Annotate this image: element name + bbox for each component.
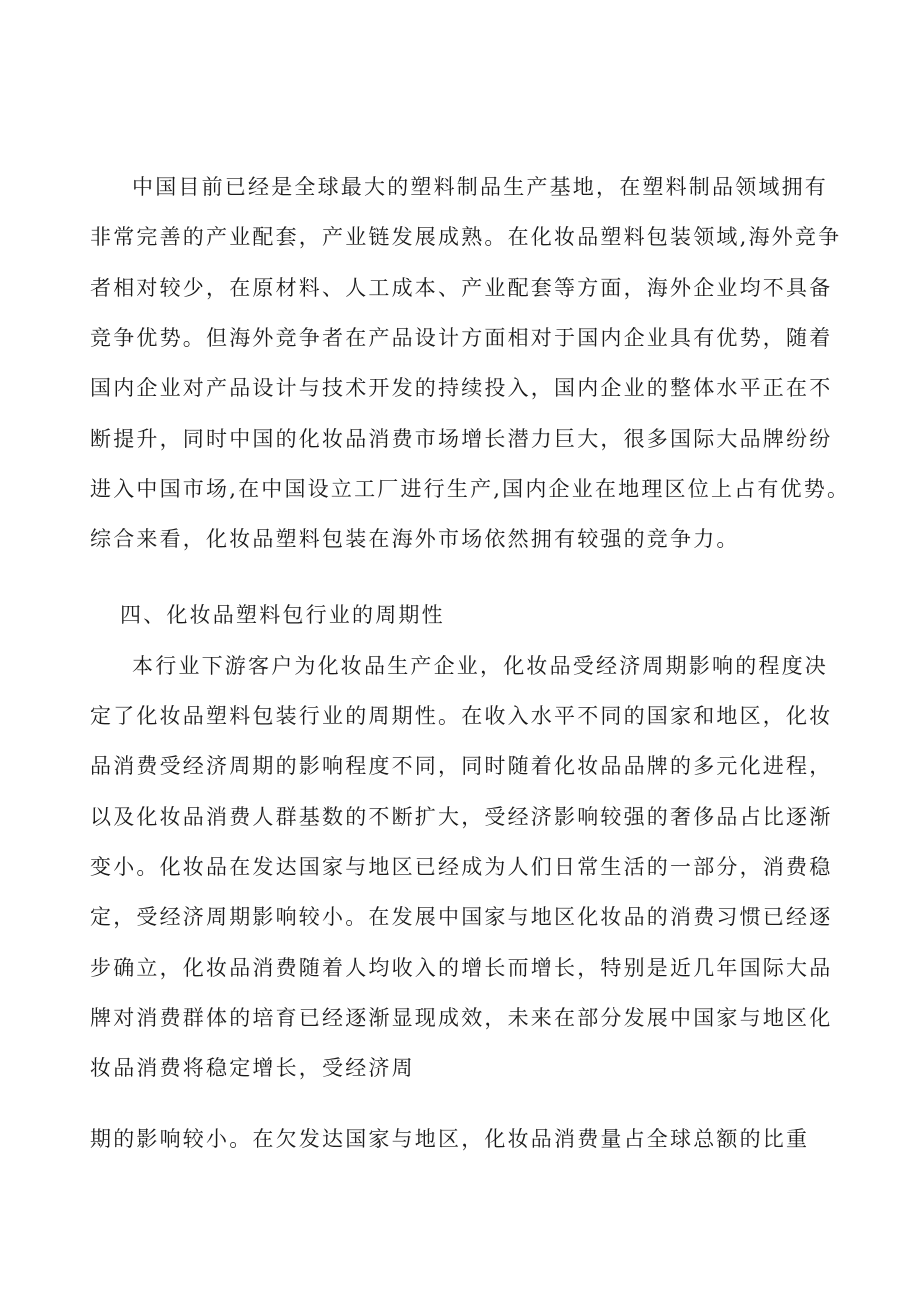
paragraph-line: 本行业下游客户为化妆品生产企业，化妆品受经济周期影响的程度决 [132, 654, 828, 678]
paragraph-line: 者相对较少，在原材料、人工成本、产业配套等方面，海外企业均不具备 [90, 276, 833, 300]
paragraph-line: 竞争优势。但海外竞争者在产品设计方面相对于国内企业具有优势，随着 [90, 326, 833, 350]
paragraph-line: 以及化妆品消费人群基数的不断扩大，受经济影响较强的奢侈品占比逐渐 [90, 805, 833, 829]
paragraph-line: 中国目前已经是全球最大的塑料制品生产基地，在塑料制品领域拥有 [132, 175, 828, 199]
paragraph-line: 断提升，同时中国的化妆品消费市场增长潜力巨大，很多国际大品牌纷纷 [90, 427, 833, 451]
paragraph-line: 定，受经济周期影响较小。在发展中国家与地区化妆品的消费习惯已经逐 [90, 905, 833, 929]
paragraph-line: 步确立，化妆品消费随着人均收入的增长而增长，特别是近几年国际大品 [90, 956, 833, 980]
paragraph-line: 定了化妆品塑料包装行业的周期性。在收入水平不同的国家和地区，化妆 [90, 704, 833, 728]
paragraph-line: 牌对消费群体的培育已经逐渐显现成效，未来在部分发展中国家与地区化 [90, 1006, 833, 1030]
paragraph-line: 变小。化妆品在发达国家与地区已经成为人们日常生活的一部分，消费稳 [90, 855, 833, 879]
paragraph-line: 国内企业对产品设计与技术开发的持续投入，国内企业的整体水平正在不 [90, 376, 833, 400]
paragraph-line: 进入中国市场,在中国设立工厂进行生产,国内企业在地理区位上占有优势。 [90, 477, 851, 501]
paragraph-line: 妆品消费将稳定增长，受经济周 [90, 1056, 415, 1080]
section-heading: 四、化妆品塑料包行业的周期性 [120, 603, 445, 627]
trailing-line: 期的影响较小。在欠发达国家与地区，化妆品消费量占全球总额的比重 [90, 1127, 810, 1151]
paragraph-line: 品消费受经济周期的影响程度不同，同时随着化妆品品牌的多元化进程， [90, 754, 833, 778]
paragraph-line: 综合来看，化妆品塑料包装在海外市场依然拥有较强的竞争力。 [90, 527, 740, 551]
paragraph-line: 非常完善的产业配套，产业链发展成熟。在化妆品塑料包装领域,海外竞争 [90, 225, 842, 249]
